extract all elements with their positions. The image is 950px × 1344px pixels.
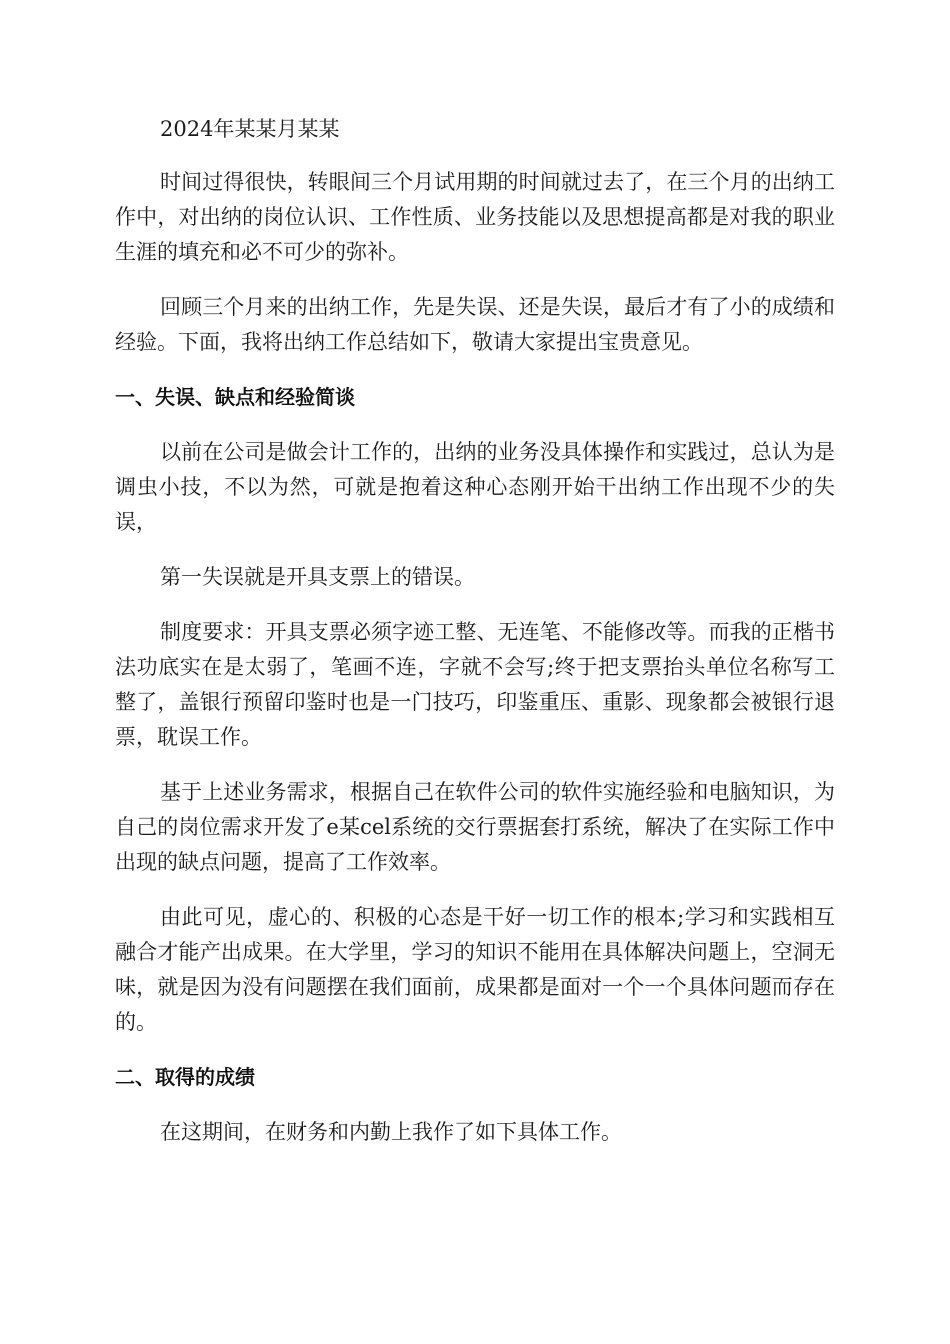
section-heading-2: 二、取得的成绩 bbox=[115, 1065, 255, 1089]
section1-paragraph-2: 第一失误就是开具支票上的错误。 bbox=[160, 565, 475, 589]
section1-paragraph-5: 由此可见，虚心的、积极的心态是干好一切工作的根本;学习和实践相互融合才能产出成果。在大学里，学习的知识不能用在具体解决问题上，空洞无味，就是因为没有问题摆在我们面前，成果都是面对一个一个具体问题而存在的。 bbox=[115, 905, 835, 1034]
intro-paragraph-2: 回顾三个月来的出纳工作，先是失误、还是失误，最后才有了小的成绩和经验。下面，我将出纳工作总结如下，敬请大家提出宝贵意见。 bbox=[115, 295, 835, 354]
section1-paragraph-4: 基于上述业务需求，根据自己在软件公司的软件实施经验和电脑知识，为自己的岗位需求开发了e某cel系统的交行票据套打系统，解决了在实际工作中出现的缺点问题，提高了工作效率。 bbox=[115, 780, 835, 874]
intro-paragraph-1: 时间过得很快，转眼间三个月试用期的时间就过去了，在三个月的出纳工作中，对出纳的岗位认识、工作性质、业务技能以及思想提高都是对我的职业生涯的填充和必不可少的弥补。 bbox=[115, 170, 835, 264]
document-body bbox=[115, 112, 835, 1170]
section2-paragraph-1: 在这期间，在财务和内勤上我作了如下具体工作。 bbox=[160, 1120, 622, 1144]
section1-paragraph-3: 制度要求：开具支票必须字迹工整、无连笔、不能修改等。而我的正楷书法功底实在是太弱了，笔画不连，字就不会写;终于把支票抬头单位名称写工整了，盖银行预留印鉴时也是一门技巧，印鉴重压、重影、现象都会被银行退票，耽误工作。 bbox=[115, 620, 835, 749]
section-heading-1: 一、失误、缺点和经验简谈 bbox=[115, 385, 355, 409]
date-line: 2024年某某月某某 bbox=[160, 117, 340, 141]
section1-paragraph-1: 以前在公司是做会计工作的，出纳的业务没具体操作和实践过，总认为是调虫小技，不以为然，可就是抱着这种心态刚开始干出纳工作出现不少的失误， bbox=[115, 440, 835, 534]
